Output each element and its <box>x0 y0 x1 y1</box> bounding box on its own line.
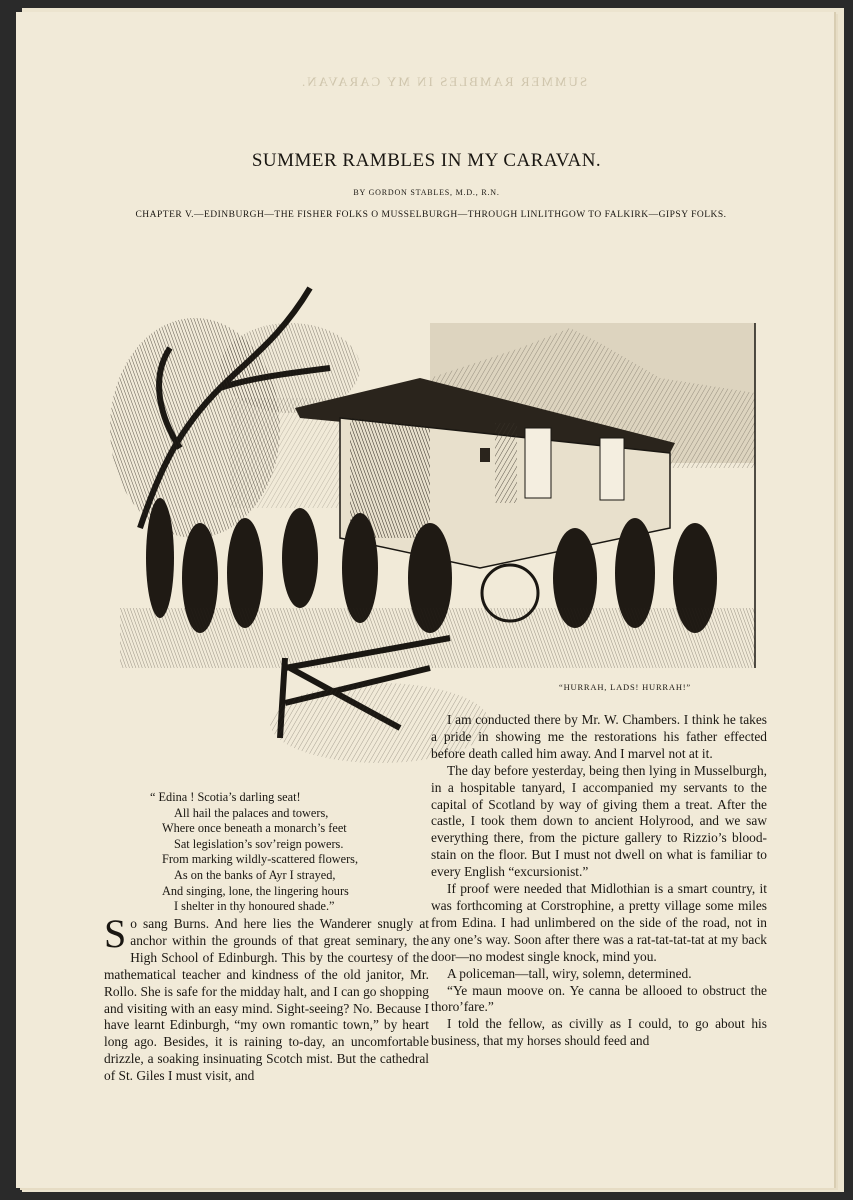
caravan-lamp <box>480 448 490 462</box>
paragraph: I am conducted there by Mr. W. Chambers. I think he takes a pride in showing me the restorations his father effected before death called him away. And I marvel not at it. <box>431 712 767 761</box>
illustration-caption: “HURRAH, LADS! HURRAH!” <box>559 682 691 692</box>
opening-paragraph: o sang Burns. And here lies the Wanderer snugly at anchor within the grounds of that great seminary, the High School of Edinburgh. This by the courtesy of the mathematical teacher and kindness of the old janitor, Mr. Rollo. She is safe for the midday halt, and I can go shopping and visiting with an easy mind. Sight-seeing? No. Because I have learnt Edinburgh, “my own romantic town,” by heart long ago. Besides, it is raining to-day, an uncomfortable drizzle, a soaking insinuating Scotch mist. But the cathedral of St. Giles I must visit, and <box>104 916 429 1084</box>
chapter-heading: CHAPTER V.—EDINBURGH—THE FISHER FOLKS O MUSSELBURGH—THROUGH LINLITHGOW TO FALKIRK—GIPSY FOLKS. <box>135 210 727 220</box>
poem-line: I shelter in thy honoured shade.” <box>174 899 335 914</box>
paragraph: The day before yesterday, being then lying in Musselburgh, in a hospitable tanyard, I accompanied my servants to the capital of Scotland by way of giving them a treat. After the castle, I took them down to ancient Holyrood, and we saw everything there, from the picture gallery to Rizzio’s blood-stain on the floor. But I must not dwell on what is familiar to every English “excursionist.” <box>431 762 767 880</box>
poem-line: And singing, lone, the lingering hours <box>162 883 349 898</box>
paragraph: “Ye maun moove on. Ye canna be allooed to obstruct the thoro’fare.” <box>431 982 767 1015</box>
poem-line: Sat legislation’s sov’reign powers. <box>174 836 344 851</box>
caravan-engraving <box>100 228 760 778</box>
poem-line: As on the banks of Ayr I strayed, <box>174 867 336 882</box>
author-byline: BY GORDON STABLES, M.D., R.N. <box>353 188 500 197</box>
caravan-window-2 <box>600 438 624 500</box>
poem-line: All hail the palaces and towers, <box>174 805 329 820</box>
poem-line: “ Edina ! Scotia’s darling seat! <box>150 790 301 804</box>
drop-cap: S <box>104 911 127 956</box>
paragraph: A policeman—tall, wiry, solemn, determined. <box>447 965 692 981</box>
caravan-shutter <box>495 423 517 503</box>
burns-poem <box>150 790 358 915</box>
paragraph: If proof were needed that Midlothian is a smart country, it was forthcoming at Corstrophine, a pretty village some miles from Edina. I had unlimbered on the side of the road, not in any one’s way. Soon after there was a rat-tat-tat-tat at my back door—no modest single knock, mind you. <box>431 881 767 964</box>
left-text-column <box>104 911 429 1085</box>
right-text-column <box>431 712 767 1050</box>
poem-line: From marking wildly-scattered flowers, <box>162 852 359 867</box>
article-title: SUMMER RAMBLES IN MY CARAVAN. <box>251 150 602 171</box>
bleed-through-header: SUMMER RAMBLES IN MY CARAVAN. <box>300 74 588 89</box>
poem-line: Where once beneath a monarch’s feet <box>162 821 347 836</box>
caravan-window-1 <box>525 428 551 498</box>
paragraph: I told the fellow, as civilly as I could, to go about his business, that my horses should feed and <box>431 1016 767 1049</box>
